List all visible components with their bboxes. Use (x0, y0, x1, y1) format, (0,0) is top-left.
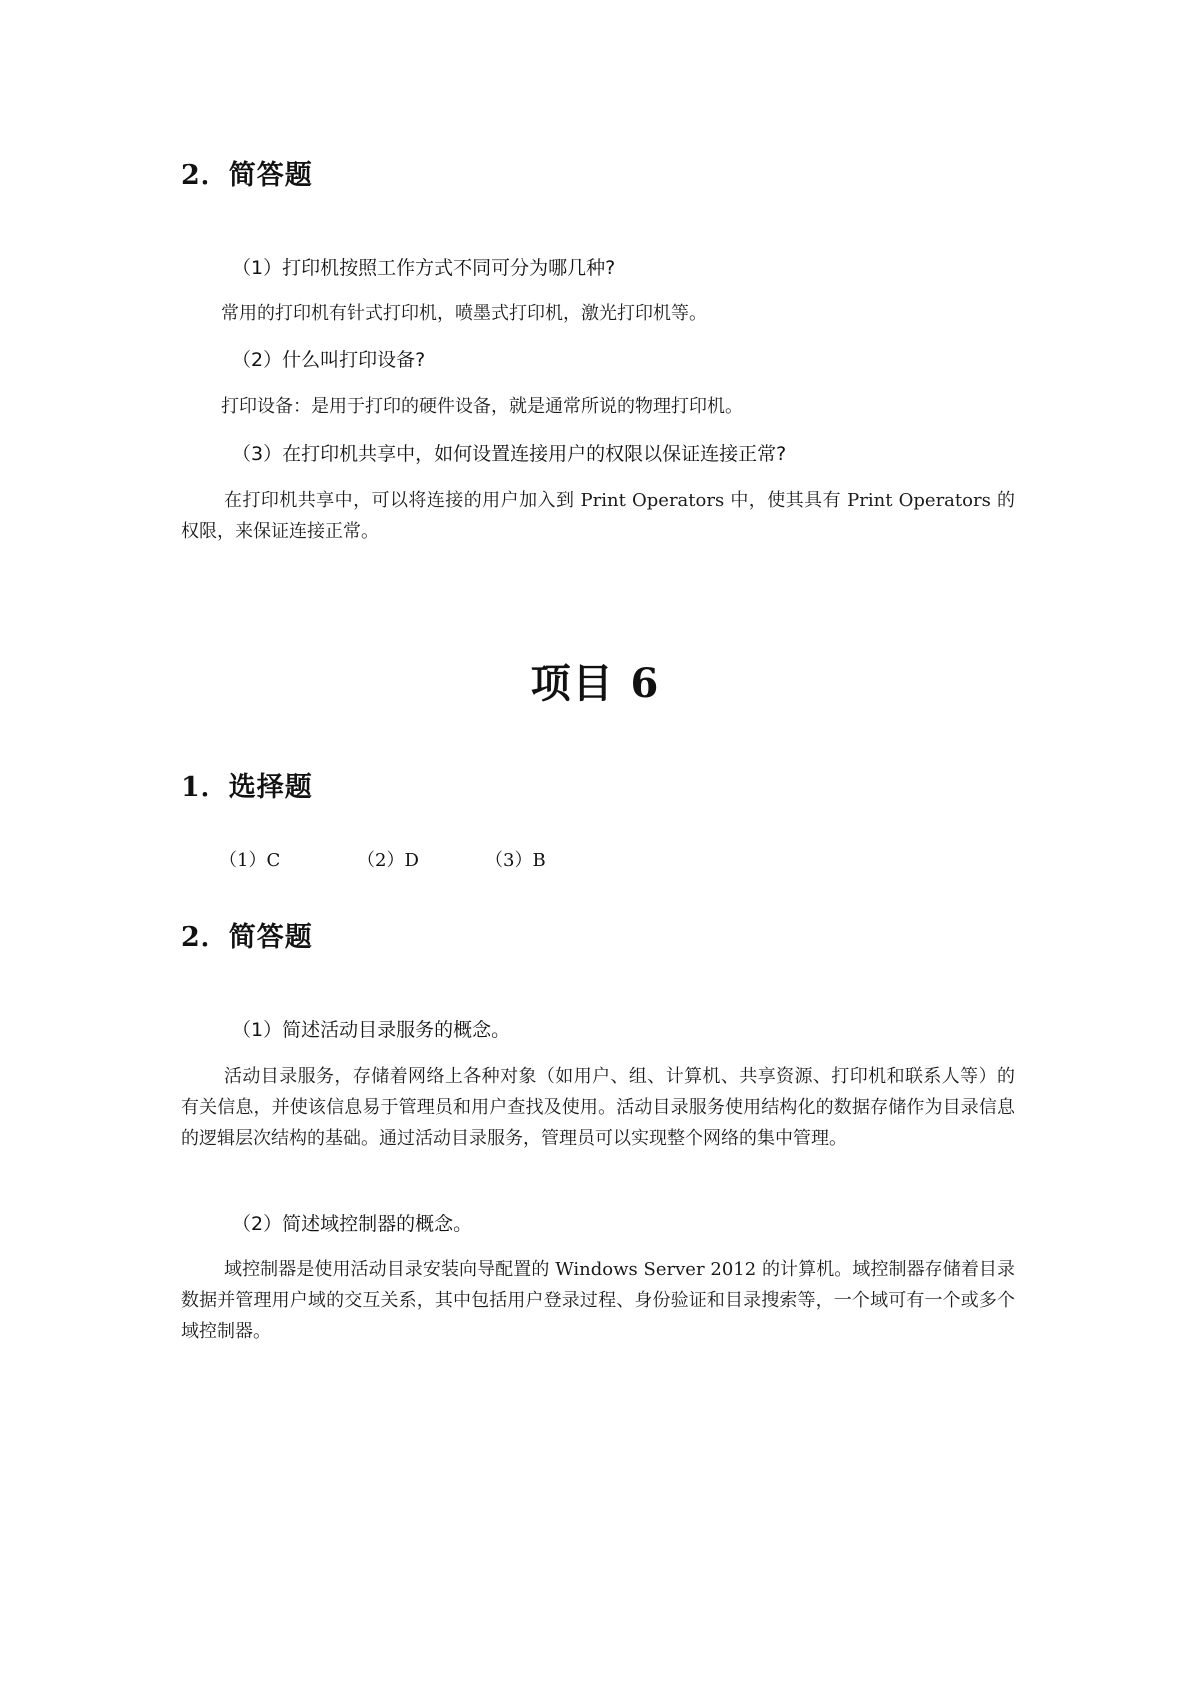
answer-ad-service: 活动目录服务，存储着网络上各种对象（如用户、组、计算机、共享资源、打印机和联系人等）的有关信息，并使该信息易于管理员和用户查找及使用。活动目录服务使用结构化的数据存储作为目录信息的逻辑层次结构的基础。通过活动目录服务，管理员可以实现整个网络的集中管理。 (181, 1066, 1015, 1149)
answer-3: 在打印机共享中，可以将连接的用户加入到 Print Operators 中，使其具有 Print Operators 的权限，来保证连接正常。 (181, 490, 1015, 542)
answer-2: 打印设备：是用于打印的硬件设备，就是通常所说的物理打印机。 (221, 396, 743, 417)
question-1: （1）打印机按照工作方式不同可分为哪几种? (232, 257, 616, 279)
question-3: （3）在打印机共享中，如何设置连接用户的权限以保证连接正常? (232, 443, 787, 465)
answer-domain-controller: 域控制器是使用活动目录安装向导配置的 Windows Server 2012 的计算机。域控制器存储着目录数据并管理用户域的交互关系，其中包括用户登录过程、身份验证和目录搜索等，一个域可有一个或多个域控制器。 (181, 1259, 1015, 1342)
project-title: 项目 6 (530, 660, 661, 707)
answer-1: 常用的打印机有针式打印机，喷墨式打印机，激光打印机等。 (221, 303, 707, 324)
choice-answer-2: （2）D (357, 850, 419, 871)
choice-answer-3: （3）B (485, 850, 546, 871)
choice-answer-1: （1）C (219, 850, 281, 871)
question-domain-controller: （2）简述域控制器的概念。 (232, 1213, 473, 1235)
question-2: （2）什么叫打印设备? (232, 349, 426, 371)
question-ad-service: （1）简述活动目录服务的概念。 (232, 1019, 511, 1041)
section-heading-short-answer: 2．简答题 (181, 160, 313, 191)
section-heading-choice: 1．选择题 (181, 772, 313, 803)
section-heading-short-answer-2: 2．简答题 (181, 922, 313, 953)
